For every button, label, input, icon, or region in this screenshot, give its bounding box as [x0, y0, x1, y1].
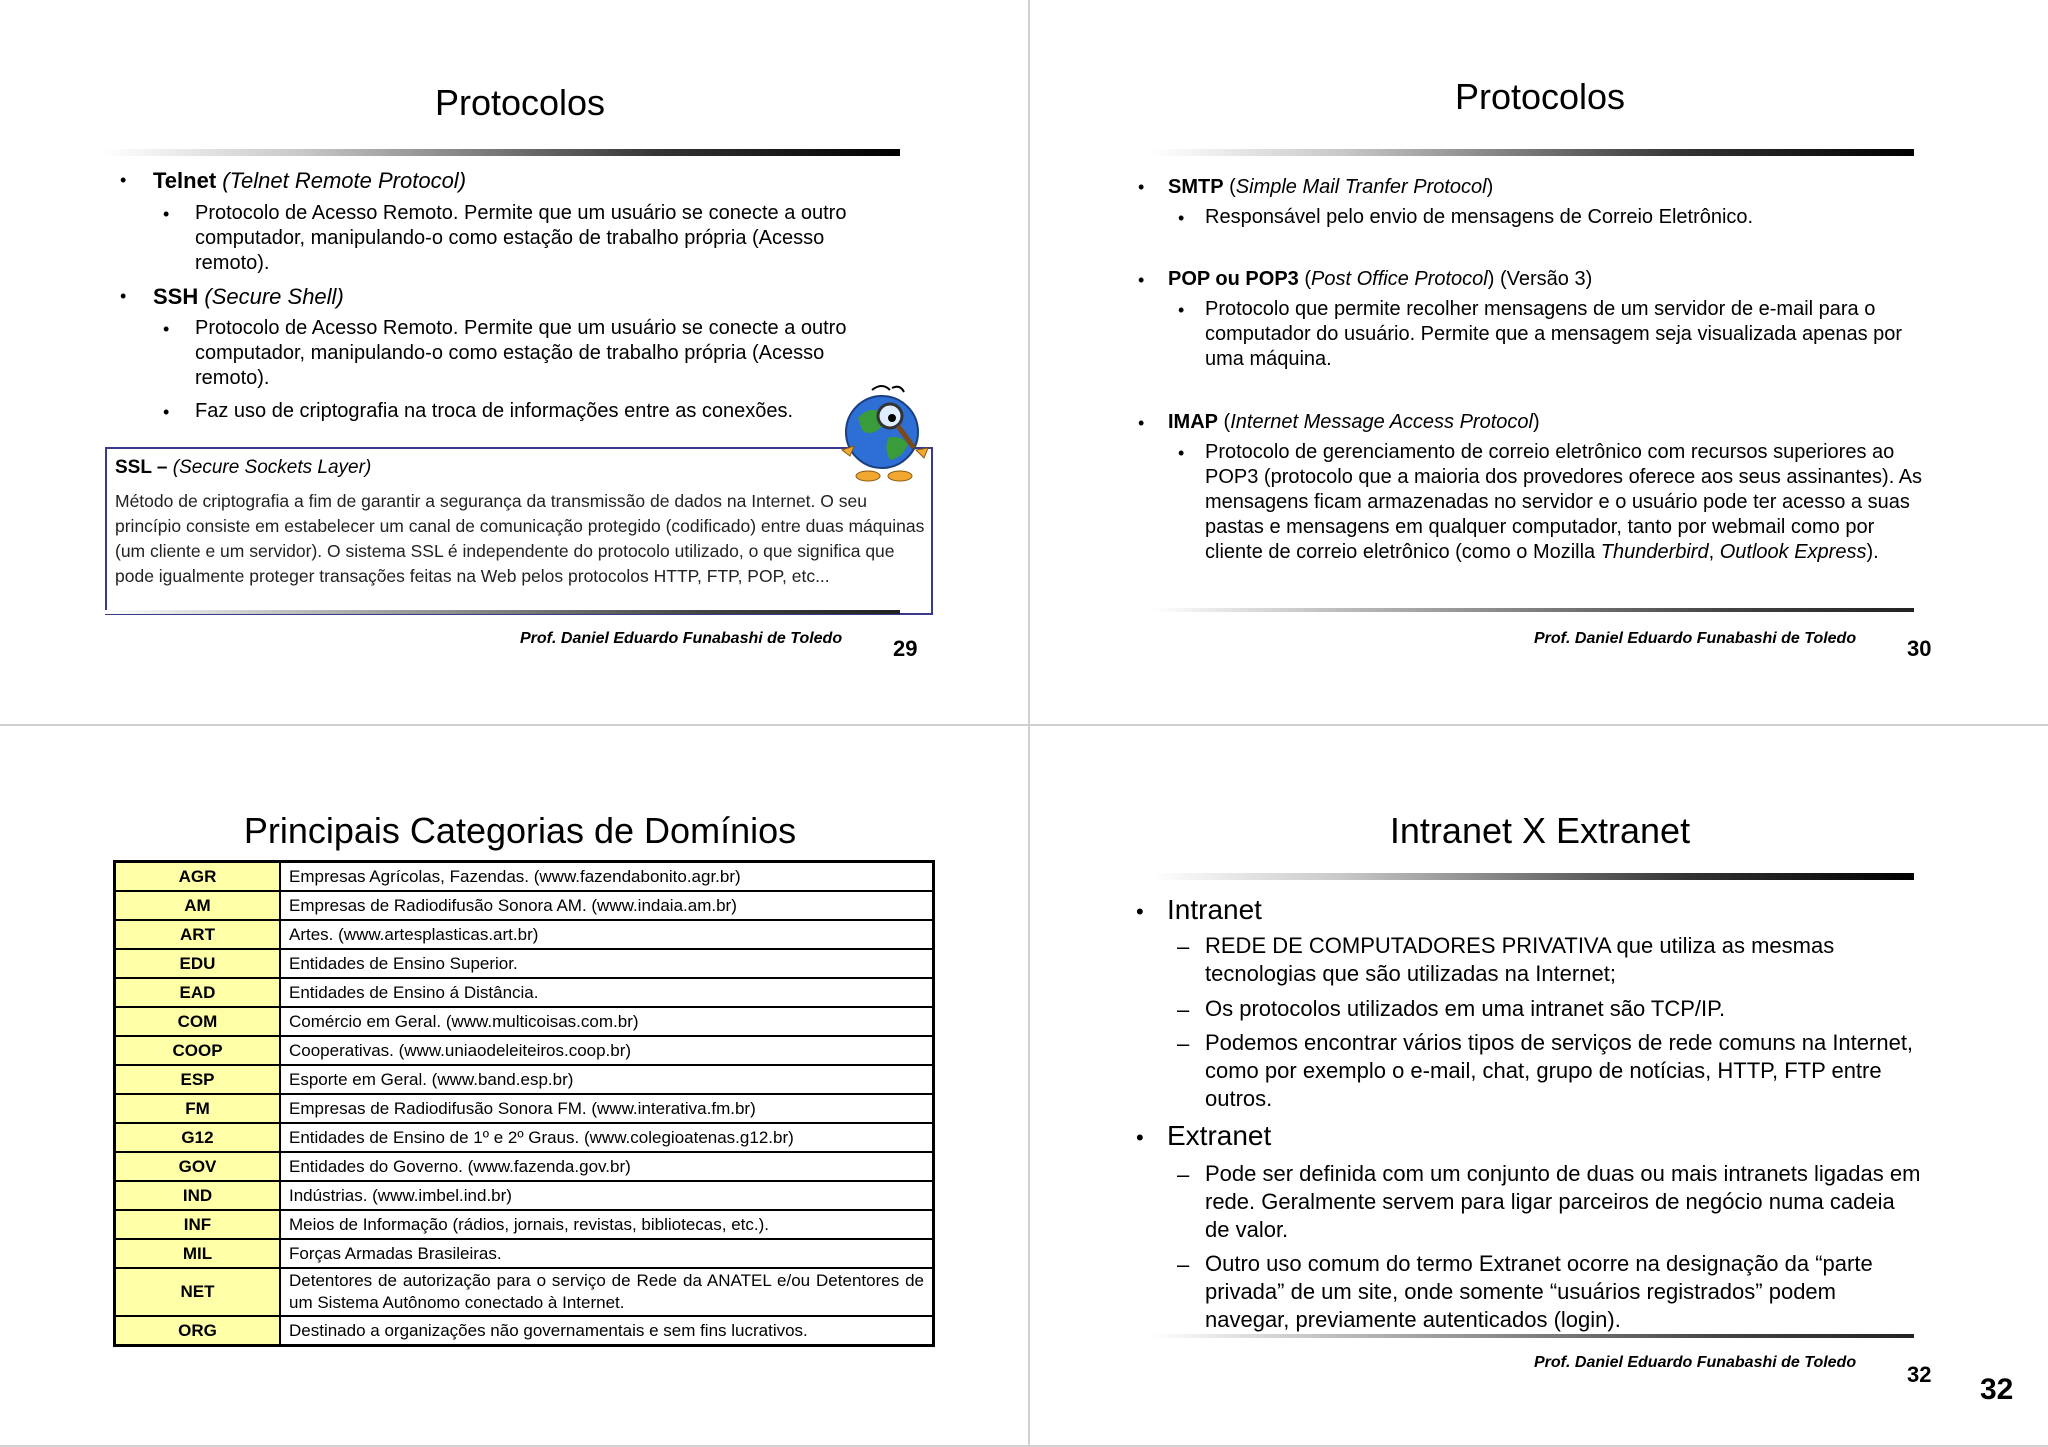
domain-code: AM	[115, 891, 281, 920]
table-row	[115, 1316, 934, 1346]
ssl-name: SSL –	[115, 457, 168, 478]
table-row	[115, 1268, 934, 1316]
domain-code: G12	[115, 1123, 281, 1152]
page-number: 29	[893, 636, 918, 661]
globe-magnifier-mascot-icon	[828, 378, 936, 486]
domain-code: FM	[115, 1094, 281, 1123]
domain-description: Entidades de Ensino á Distância.	[280, 978, 934, 1007]
ssl-full: (Secure Sockets Layer)	[172, 457, 372, 478]
dash: –	[1177, 997, 1190, 1022]
table-row	[115, 920, 934, 949]
smtp-desc: Responsável pelo envio de mensagens de Correio Eletrônico.	[1205, 206, 1754, 228]
telnet-desc: Protocolo de Acesso Remoto. Permite que um usuário se conecte a outro computador, manipulando-o como estação de trabalho própria (Acesso remoto).	[195, 202, 847, 274]
domain-description: Indústrias. (www.imbel.ind.br)	[280, 1181, 934, 1210]
domain-code: ORG	[115, 1316, 281, 1346]
table-row	[115, 1036, 934, 1065]
domain-description: Empresas Agrícolas, Fazendas. (www.fazendabonito.agr.br)	[280, 862, 934, 892]
imap-full: Internet Message Access Protocol	[1230, 411, 1533, 433]
domain-description: Destinado a organizações não governamentais e sem fins lucrativos.	[280, 1316, 934, 1346]
sub-bullet: •	[1178, 208, 1185, 228]
smtp-full: Simple Mail Tranfer Protocol	[1235, 176, 1487, 198]
telnet-name: Telnet	[153, 168, 217, 193]
domain-description: Empresas de Radiodifusão Sonora AM. (www.indaia.am.br)	[280, 891, 934, 920]
dash: –	[1177, 1252, 1190, 1277]
title-rule	[1152, 873, 1914, 880]
domain-code: COM	[115, 1007, 281, 1036]
domain-description: Entidades do Governo. (www.fazenda.gov.br)	[280, 1152, 934, 1181]
imap-desc: Protocolo de gerenciamento de correio eletrônico com recursos superiores ao POP3 (protocolo que a maioria dos provedores oferece aos seus assinantes). As mensagens ficam armazenadas no servidor e o usuário pode ter acesso a suas pastas e mensagens em qualquer computador, tanto por webmail como por cliente de correio eletrônico (como o Mozilla Thunderbird, Outlook Express).	[1205, 441, 1923, 563]
domain-code: EAD	[115, 978, 281, 1007]
pop-heading: POP ou POP3 (Post Office Protocol) (Versão 3)	[1168, 268, 1593, 290]
table-row	[115, 1239, 934, 1268]
ssh-name: SSH	[153, 284, 199, 309]
pop-name: POP ou POP3	[1168, 268, 1299, 290]
table-row	[115, 1065, 934, 1094]
imap-name: IMAP	[1168, 411, 1218, 433]
domain-code: AGR	[115, 862, 281, 892]
ssh-full: (Secure Shell)	[204, 284, 344, 309]
slide-32-title: Intranet X Extranet	[1389, 810, 1691, 851]
table-row	[115, 1007, 934, 1036]
intranet-item-2: Os protocolos utilizados em uma intranet são TCP/IP.	[1205, 996, 1726, 1021]
ssh-heading	[153, 284, 913, 310]
intranet-item-1: REDE DE COMPUTADORES PRIVATIVA que utiliza as mesmas tecnologias que são utilizadas na Internet;	[1205, 933, 1835, 986]
dash: –	[1177, 1162, 1190, 1187]
footer-rule	[1152, 1334, 1914, 1338]
ssl-box	[105, 447, 933, 615]
domain-description: Comércio em Geral. (www.multicoisas.com.br)	[280, 1007, 934, 1036]
page-number: 32	[1907, 1362, 1932, 1387]
domain-description: Entidades de Ensino de 1º e 2º Graus. (www.colegioatenas.g12.br)	[280, 1123, 934, 1152]
table-row	[115, 949, 934, 978]
telnet-heading	[153, 168, 913, 194]
table-row	[115, 891, 934, 920]
intranet-item-3: Podemos encontrar vários tipos de serviços de rede comuns na Internet, como por exemplo o e-mail, chat, grupo de notícias, HTTP, FTP entre outros.	[1205, 1030, 1914, 1111]
ssl-desc: Método de criptografia a fim de garantir a segurança da transmissão de dados na Internet. O seu princípio consiste em estabelecer um canal de comunicação protegido (codificado) entre duas máquinas (um cliente e um servidor). O sistema SSL é independente do protocolo utilizado, o que significa que pode igualmente proteger transações feitas na Web pelos protocolos HTTP, FTP, POP, etc...	[115, 491, 925, 586]
slide-31-title: Principais Categorias de Domínios	[243, 810, 797, 851]
domain-code: NET	[115, 1268, 281, 1316]
domain-description: Forças Armadas Brasileiras.	[280, 1239, 934, 1268]
table-row	[115, 1123, 934, 1152]
domain-code: EDU	[115, 949, 281, 978]
extranet-item-1: Pode ser definida com um conjunto de duas ou mais intranets ligadas em rede. Geralmente servem para ligar parceiros de negócio numa cadeia de valor.	[1205, 1161, 1921, 1242]
domain-code: COOP	[115, 1036, 281, 1065]
slide-29-title: Protocolos	[434, 82, 606, 123]
footer-rule	[1152, 608, 1914, 612]
outlook-name: Outlook Express	[1719, 541, 1867, 563]
smtp-name: SMTP	[1168, 176, 1224, 198]
domain-description: Empresas de Radiodifusão Sonora FM. (www.interativa.fm.br)	[280, 1094, 934, 1123]
title-rule	[102, 149, 900, 156]
domain-table	[113, 860, 935, 1347]
domain-code: GOV	[115, 1152, 281, 1181]
domain-code: MIL	[115, 1239, 281, 1268]
ssh-desc-2: Faz uso de criptografia na troca de informações entre as conexões.	[195, 400, 794, 422]
horizontal-divider	[0, 724, 2048, 726]
extranet-label: Extranet	[1167, 1120, 1272, 1151]
domain-description: Entidades de Ensino Superior.	[280, 949, 934, 978]
pop-desc: Protocolo que permite recolher mensagens de um servidor de e-mail para o computador do usuário. Permite que a mensagem seja visualizada apenas por uma máquina.	[1205, 298, 1903, 370]
domain-code: ART	[115, 920, 281, 949]
domain-code: INF	[115, 1210, 281, 1239]
domain-code: ESP	[115, 1065, 281, 1094]
smtp-heading: SMTP (Simple Mail Tranfer Protocol)	[1168, 176, 1494, 198]
footer-rule	[102, 610, 900, 614]
imap-heading: IMAP (Internet Message Access Protocol)	[1168, 411, 1540, 433]
telnet-full: (Telnet Remote Protocol)	[222, 168, 467, 193]
bullet: •	[1138, 177, 1145, 197]
table-row	[115, 1094, 934, 1123]
dash: –	[1177, 1031, 1190, 1056]
bullet: •	[1138, 270, 1145, 290]
title-rule	[1152, 149, 1914, 156]
ssl-heading	[115, 457, 371, 479]
slide-30-title: Protocolos	[1454, 76, 1626, 117]
bullet: •	[1136, 1125, 1144, 1150]
page-number: 30	[1907, 636, 1932, 661]
sheet-page-number: 32	[1980, 1373, 2014, 1406]
sub-bullet: •	[163, 319, 170, 339]
table-row	[115, 1181, 934, 1210]
bullet: •	[120, 286, 127, 306]
ssh-desc-1: Protocolo de Acesso Remoto. Permite que um usuário se conecte a outro computador, manipulando-o como estação de trabalho própria (Acesso remoto).	[195, 317, 847, 389]
intranet-label: Intranet	[1167, 894, 1262, 925]
domain-description: Meios de Informação (rádios, jornais, revistas, bibliotecas, etc.).	[280, 1210, 934, 1239]
thunderbird-name: Thunderbird	[1600, 541, 1709, 563]
table-row	[115, 1210, 934, 1239]
sub-bullet: •	[163, 204, 170, 224]
table-row	[115, 978, 934, 1007]
footer-author: Prof. Daniel Eduardo Funabashi de Toledo	[520, 630, 843, 647]
domain-description: Detentores de autorização para o serviço de Rede da ANATEL e/ou Detentores de um Sistema Autônomo conectado à Internet.	[280, 1268, 934, 1316]
sub-bullet: •	[1178, 443, 1185, 463]
sub-bullet: •	[1178, 300, 1185, 320]
pop-full: Post Office Protocol	[1311, 268, 1488, 290]
extranet-item-2: Outro uso comum do termo Extranet ocorre na designação da “parte privada” de um site, onde somente “usuários registrados” podem navegar, previamente autenticados (login).	[1205, 1251, 1873, 1332]
sub-bullet: •	[163, 402, 170, 422]
dash: –	[1177, 934, 1190, 959]
bullet: •	[120, 170, 127, 190]
domain-code: IND	[115, 1181, 281, 1210]
domain-description: Esporte em Geral. (www.band.esp.br)	[280, 1065, 934, 1094]
table-row	[115, 862, 934, 892]
domain-description: Cooperativas. (www.uniaodeleiteiros.coop.br)	[280, 1036, 934, 1065]
footer-author: Prof. Daniel Eduardo Funabashi de Toledo	[1534, 1354, 1857, 1371]
table-row	[115, 1152, 934, 1181]
bullet: •	[1138, 413, 1145, 433]
domain-description: Artes. (www.artesplasticas.art.br)	[280, 920, 934, 949]
footer-author: Prof. Daniel Eduardo Funabashi de Toledo	[1534, 630, 1857, 647]
bullet: •	[1136, 899, 1144, 924]
